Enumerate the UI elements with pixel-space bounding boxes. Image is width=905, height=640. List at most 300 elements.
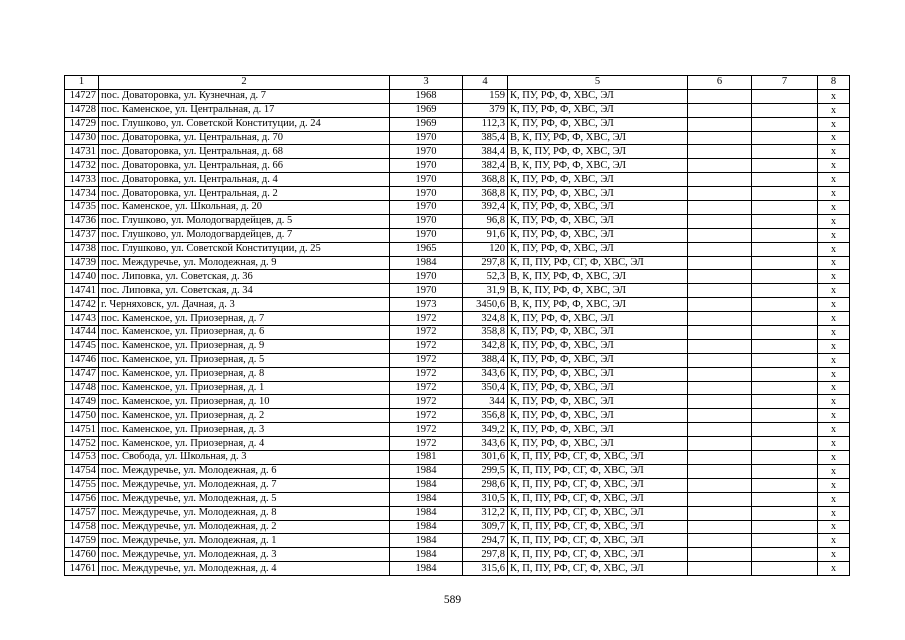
- year-cell: 1984: [390, 506, 463, 520]
- year-cell: 1973: [390, 298, 463, 312]
- record-number-cell: 14746: [65, 353, 99, 367]
- column-7-cell: [752, 326, 818, 340]
- column-6-cell: [688, 312, 752, 326]
- area-cell: 159: [463, 89, 508, 103]
- column-7-cell: [752, 464, 818, 478]
- column-6-cell: [688, 464, 752, 478]
- column-8-mark-cell: x: [818, 298, 850, 312]
- utilities-cell: В, К, ПУ, РФ, Ф, ХВС, ЭЛ: [508, 270, 688, 284]
- area-cell: 298,6: [463, 478, 508, 492]
- column-6-cell: [688, 423, 752, 437]
- year-cell: 1972: [390, 395, 463, 409]
- column-7-cell: [752, 228, 818, 242]
- address-cell: пос. Доваторовка, ул. Центральная, д. 68: [99, 145, 390, 159]
- column-header: 5: [508, 76, 688, 90]
- column-7-cell: [752, 381, 818, 395]
- record-number-cell: 14756: [65, 492, 99, 506]
- record-number-cell: 14754: [65, 464, 99, 478]
- year-cell: 1970: [390, 201, 463, 215]
- record-number-cell: 14735: [65, 201, 99, 215]
- column-6-cell: [688, 381, 752, 395]
- address-cell: пос. Каменское, ул. Приозерная, д. 4: [99, 437, 390, 451]
- record-number-cell: 14761: [65, 562, 99, 576]
- address-cell: пос. Междуречье, ул. Молодежная, д. 6: [99, 464, 390, 478]
- area-cell: 299,5: [463, 464, 508, 478]
- address-cell: г. Черняховск, ул. Дачная, д. 3: [99, 298, 390, 312]
- table-row: [65, 534, 850, 548]
- year-cell: 1984: [390, 478, 463, 492]
- table-row: [65, 89, 850, 103]
- utilities-cell: К, ПУ, РФ, Ф, ХВС, ЭЛ: [508, 201, 688, 215]
- address-cell: пос. Междуречье, ул. Молодежная, д. 1: [99, 534, 390, 548]
- column-header: 1: [65, 76, 99, 90]
- record-number-cell: 14758: [65, 520, 99, 534]
- area-cell: 382,4: [463, 159, 508, 173]
- record-number-cell: 14728: [65, 103, 99, 117]
- column-8-mark-cell: x: [818, 103, 850, 117]
- table-row: [65, 437, 850, 451]
- area-cell: 392,4: [463, 201, 508, 215]
- utilities-cell: К, ПУ, РФ, Ф, ХВС, ЭЛ: [508, 423, 688, 437]
- area-cell: 324,8: [463, 312, 508, 326]
- housing-registry-table: [64, 75, 850, 576]
- column-7-cell: [752, 562, 818, 576]
- utilities-cell: К, П, ПУ, РФ, СГ, Ф, ХВС, ЭЛ: [508, 562, 688, 576]
- record-number-cell: 14743: [65, 312, 99, 326]
- table-row: [65, 270, 850, 284]
- table-row: [65, 478, 850, 492]
- year-cell: 1970: [390, 214, 463, 228]
- address-cell: пос. Глушково, ул. Советской Конституции, д. 24: [99, 117, 390, 131]
- column-8-mark-cell: x: [818, 117, 850, 131]
- record-number-cell: 14741: [65, 284, 99, 298]
- area-cell: 309,7: [463, 520, 508, 534]
- table-row: [65, 173, 850, 187]
- column-8-mark-cell: x: [818, 159, 850, 173]
- column-6-cell: [688, 159, 752, 173]
- year-cell: 1972: [390, 367, 463, 381]
- utilities-cell: К, П, ПУ, РФ, СГ, Ф, ХВС, ЭЛ: [508, 492, 688, 506]
- column-6-cell: [688, 548, 752, 562]
- column-7-cell: [752, 284, 818, 298]
- column-6-cell: [688, 214, 752, 228]
- column-8-mark-cell: x: [818, 201, 850, 215]
- record-number-cell: 14733: [65, 173, 99, 187]
- column-6-cell: [688, 326, 752, 340]
- area-cell: 368,8: [463, 187, 508, 201]
- column-6-cell: [688, 534, 752, 548]
- table-row: [65, 312, 850, 326]
- column-8-mark-cell: x: [818, 339, 850, 353]
- year-cell: 1970: [390, 145, 463, 159]
- area-cell: 342,8: [463, 339, 508, 353]
- utilities-cell: К, ПУ, РФ, Ф, ХВС, ЭЛ: [508, 409, 688, 423]
- table-row: [65, 492, 850, 506]
- address-cell: пос. Доваторовка, ул. Центральная, д. 2: [99, 187, 390, 201]
- column-8-mark-cell: x: [818, 214, 850, 228]
- address-cell: пос. Каменское, ул. Приозерная, д. 7: [99, 312, 390, 326]
- record-number-cell: 14731: [65, 145, 99, 159]
- record-number-cell: 14753: [65, 451, 99, 465]
- utilities-cell: К, П, ПУ, РФ, СГ, Ф, ХВС, ЭЛ: [508, 534, 688, 548]
- utilities-cell: К, ПУ, РФ, Ф, ХВС, ЭЛ: [508, 381, 688, 395]
- address-cell: пос. Междуречье, ул. Молодежная, д. 3: [99, 548, 390, 562]
- column-6-cell: [688, 89, 752, 103]
- utilities-cell: К, ПУ, РФ, Ф, ХВС, ЭЛ: [508, 173, 688, 187]
- year-cell: 1984: [390, 492, 463, 506]
- column-7-cell: [752, 270, 818, 284]
- column-7-cell: [752, 312, 818, 326]
- record-number-cell: 14760: [65, 548, 99, 562]
- column-7-cell: [752, 201, 818, 215]
- column-header: 4: [463, 76, 508, 90]
- year-cell: 1984: [390, 256, 463, 270]
- utilities-cell: К, ПУ, РФ, Ф, ХВС, ЭЛ: [508, 89, 688, 103]
- table-row: [65, 201, 850, 215]
- table-row: [65, 117, 850, 131]
- column-8-mark-cell: x: [818, 381, 850, 395]
- column-header: 3: [390, 76, 463, 90]
- address-cell: пос. Каменское, ул. Школьная, д. 20: [99, 201, 390, 215]
- area-cell: 301,6: [463, 451, 508, 465]
- record-number-cell: 14736: [65, 214, 99, 228]
- address-cell: пос. Доваторовка, ул. Кузнечная, д. 7: [99, 89, 390, 103]
- utilities-cell: К, ПУ, РФ, Ф, ХВС, ЭЛ: [508, 187, 688, 201]
- column-7-cell: [752, 451, 818, 465]
- address-cell: пос. Каменское, ул. Приозерная, д. 3: [99, 423, 390, 437]
- utilities-cell: К, ПУ, РФ, Ф, ХВС, ЭЛ: [508, 367, 688, 381]
- area-cell: 384,4: [463, 145, 508, 159]
- address-cell: пос. Каменское, ул. Приозерная, д. 10: [99, 395, 390, 409]
- record-number-cell: 14752: [65, 437, 99, 451]
- table-row: [65, 131, 850, 145]
- area-cell: 349,2: [463, 423, 508, 437]
- table-row: [65, 423, 850, 437]
- column-8-mark-cell: x: [818, 506, 850, 520]
- year-cell: 1969: [390, 117, 463, 131]
- area-cell: 358,8: [463, 326, 508, 340]
- column-8-mark-cell: x: [818, 353, 850, 367]
- column-6-cell: [688, 187, 752, 201]
- column-8-mark-cell: x: [818, 242, 850, 256]
- table-row: [65, 520, 850, 534]
- utilities-cell: К, ПУ, РФ, Ф, ХВС, ЭЛ: [508, 103, 688, 117]
- column-7-cell: [752, 242, 818, 256]
- column-7-cell: [752, 492, 818, 506]
- column-header: 2: [99, 76, 390, 90]
- address-cell: пос. Каменское, ул. Центральная, д. 17: [99, 103, 390, 117]
- year-cell: 1984: [390, 562, 463, 576]
- table-row: [65, 409, 850, 423]
- table-row: [65, 228, 850, 242]
- address-cell: пос. Свобода, ул. Школьная, д. 3: [99, 451, 390, 465]
- address-cell: пос. Глушково, ул. Советской Конституции, д. 25: [99, 242, 390, 256]
- utilities-cell: В, К, ПУ, РФ, Ф, ХВС, ЭЛ: [508, 159, 688, 173]
- record-number-cell: 14749: [65, 395, 99, 409]
- utilities-cell: К, ПУ, РФ, Ф, ХВС, ЭЛ: [508, 326, 688, 340]
- column-7-cell: [752, 506, 818, 520]
- column-6-cell: [688, 451, 752, 465]
- area-cell: 344: [463, 395, 508, 409]
- area-cell: 385,4: [463, 131, 508, 145]
- table-row: [65, 214, 850, 228]
- address-cell: пос. Междуречье, ул. Молодежная, д. 8: [99, 506, 390, 520]
- column-6-cell: [688, 339, 752, 353]
- address-cell: пос. Глушково, ул. Молодогвардейцев, д. 5: [99, 214, 390, 228]
- year-cell: 1970: [390, 173, 463, 187]
- year-cell: 1984: [390, 520, 463, 534]
- year-cell: 1970: [390, 228, 463, 242]
- column-6-cell: [688, 173, 752, 187]
- column-8-mark-cell: x: [818, 409, 850, 423]
- address-cell: пос. Междуречье, ул. Молодежная, д. 9: [99, 256, 390, 270]
- column-7-cell: [752, 548, 818, 562]
- address-cell: пос. Междуречье, ул. Молодежная, д. 7: [99, 478, 390, 492]
- area-cell: 350,4: [463, 381, 508, 395]
- column-6-cell: [688, 520, 752, 534]
- column-8-mark-cell: x: [818, 270, 850, 284]
- year-cell: 1984: [390, 464, 463, 478]
- column-8-mark-cell: x: [818, 173, 850, 187]
- area-cell: 294,7: [463, 534, 508, 548]
- area-cell: 91,6: [463, 228, 508, 242]
- record-number-cell: 14759: [65, 534, 99, 548]
- column-6-cell: [688, 298, 752, 312]
- column-header: 8: [818, 76, 850, 90]
- year-cell: 1972: [390, 381, 463, 395]
- year-cell: 1972: [390, 312, 463, 326]
- column-6-cell: [688, 117, 752, 131]
- year-cell: 1981: [390, 451, 463, 465]
- utilities-cell: К, ПУ, РФ, Ф, ХВС, ЭЛ: [508, 395, 688, 409]
- table-row: [65, 353, 850, 367]
- utilities-cell: К, ПУ, РФ, Ф, ХВС, ЭЛ: [508, 312, 688, 326]
- address-cell: пос. Каменское, ул. Приозерная, д. 9: [99, 339, 390, 353]
- column-8-mark-cell: x: [818, 312, 850, 326]
- year-cell: 1972: [390, 409, 463, 423]
- area-cell: 310,5: [463, 492, 508, 506]
- area-cell: 343,6: [463, 437, 508, 451]
- table-row: [65, 103, 850, 117]
- utilities-cell: К, ПУ, РФ, Ф, ХВС, ЭЛ: [508, 339, 688, 353]
- column-header: 7: [752, 76, 818, 90]
- column-7-cell: [752, 534, 818, 548]
- record-number-cell: 14727: [65, 89, 99, 103]
- table-row: [65, 339, 850, 353]
- column-7-cell: [752, 298, 818, 312]
- column-7-cell: [752, 437, 818, 451]
- address-cell: пос. Междуречье, ул. Молодежная, д. 5: [99, 492, 390, 506]
- address-cell: пос. Доваторовка, ул. Центральная, д. 70: [99, 131, 390, 145]
- address-cell: пос. Липовка, ул. Советская, д. 34: [99, 284, 390, 298]
- address-cell: пос. Каменское, ул. Приозерная, д. 1: [99, 381, 390, 395]
- column-8-mark-cell: x: [818, 284, 850, 298]
- column-8-mark-cell: x: [818, 367, 850, 381]
- column-7-cell: [752, 103, 818, 117]
- year-cell: 1972: [390, 339, 463, 353]
- column-6-cell: [688, 270, 752, 284]
- year-cell: 1970: [390, 187, 463, 201]
- record-number-cell: 14751: [65, 423, 99, 437]
- column-6-cell: [688, 242, 752, 256]
- table-row: [65, 159, 850, 173]
- table-row: [65, 284, 850, 298]
- column-8-mark-cell: x: [818, 451, 850, 465]
- utilities-cell: В, К, ПУ, РФ, Ф, ХВС, ЭЛ: [508, 131, 688, 145]
- column-8-mark-cell: x: [818, 534, 850, 548]
- column-6-cell: [688, 492, 752, 506]
- table-row: [65, 381, 850, 395]
- table-row: [65, 256, 850, 270]
- column-7-cell: [752, 117, 818, 131]
- column-6-cell: [688, 478, 752, 492]
- column-7-cell: [752, 409, 818, 423]
- year-cell: 1972: [390, 353, 463, 367]
- column-6-cell: [688, 228, 752, 242]
- utilities-cell: К, П, ПУ, РФ, СГ, Ф, ХВС, ЭЛ: [508, 464, 688, 478]
- column-8-mark-cell: x: [818, 256, 850, 270]
- column-8-mark-cell: x: [818, 562, 850, 576]
- column-8-mark-cell: x: [818, 464, 850, 478]
- column-7-cell: [752, 353, 818, 367]
- utilities-cell: К, П, ПУ, РФ, СГ, Ф, ХВС, ЭЛ: [508, 256, 688, 270]
- utilities-cell: К, П, ПУ, РФ, СГ, Ф, ХВС, ЭЛ: [508, 548, 688, 562]
- address-cell: пос. Каменское, ул. Приозерная, д. 6: [99, 326, 390, 340]
- column-8-mark-cell: x: [818, 187, 850, 201]
- address-cell: пос. Междуречье, ул. Молодежная, д. 2: [99, 520, 390, 534]
- area-cell: 315,6: [463, 562, 508, 576]
- table-row: [65, 562, 850, 576]
- column-7-cell: [752, 214, 818, 228]
- address-cell: пос. Каменское, ул. Приозерная, д. 8: [99, 367, 390, 381]
- utilities-cell: К, П, ПУ, РФ, СГ, Ф, ХВС, ЭЛ: [508, 520, 688, 534]
- column-6-cell: [688, 367, 752, 381]
- address-cell: пос. Междуречье, ул. Молодежная, д. 4: [99, 562, 390, 576]
- table-row: [65, 464, 850, 478]
- year-cell: 1970: [390, 131, 463, 145]
- utilities-cell: К, П, ПУ, РФ, СГ, Ф, ХВС, ЭЛ: [508, 451, 688, 465]
- record-number-cell: 14745: [65, 339, 99, 353]
- record-number-cell: 14732: [65, 159, 99, 173]
- column-7-cell: [752, 395, 818, 409]
- year-cell: 1965: [390, 242, 463, 256]
- column-8-mark-cell: x: [818, 395, 850, 409]
- utilities-cell: В, К, ПУ, РФ, Ф, ХВС, ЭЛ: [508, 298, 688, 312]
- record-number-cell: 14744: [65, 326, 99, 340]
- year-cell: 1970: [390, 159, 463, 173]
- utilities-cell: К, ПУ, РФ, Ф, ХВС, ЭЛ: [508, 214, 688, 228]
- column-8-mark-cell: x: [818, 145, 850, 159]
- utilities-cell: К, ПУ, РФ, Ф, ХВС, ЭЛ: [508, 228, 688, 242]
- year-cell: 1972: [390, 437, 463, 451]
- column-6-cell: [688, 437, 752, 451]
- column-8-mark-cell: x: [818, 131, 850, 145]
- column-6-cell: [688, 353, 752, 367]
- column-7-cell: [752, 520, 818, 534]
- column-6-cell: [688, 395, 752, 409]
- year-cell: 1972: [390, 423, 463, 437]
- year-cell: 1970: [390, 270, 463, 284]
- column-6-cell: [688, 145, 752, 159]
- column-7-cell: [752, 89, 818, 103]
- column-header: 6: [688, 76, 752, 90]
- area-cell: 297,8: [463, 548, 508, 562]
- page-number: 589: [443, 594, 462, 606]
- utilities-cell: К, П, ПУ, РФ, СГ, Ф, ХВС, ЭЛ: [508, 506, 688, 520]
- area-cell: 96,8: [463, 214, 508, 228]
- area-cell: 3450,6: [463, 298, 508, 312]
- table-row: [65, 367, 850, 381]
- column-8-mark-cell: x: [818, 423, 850, 437]
- column-8-mark-cell: x: [818, 520, 850, 534]
- utilities-cell: К, ПУ, РФ, Ф, ХВС, ЭЛ: [508, 117, 688, 131]
- address-cell: пос. Доваторовка, ул. Центральная, д. 4: [99, 173, 390, 187]
- table-row: [65, 326, 850, 340]
- record-number-cell: 14730: [65, 131, 99, 145]
- column-7-cell: [752, 256, 818, 270]
- column-8-mark-cell: x: [818, 228, 850, 242]
- record-number-cell: 14747: [65, 367, 99, 381]
- year-cell: 1969: [390, 103, 463, 117]
- column-7-cell: [752, 339, 818, 353]
- record-number-cell: 14737: [65, 228, 99, 242]
- area-cell: 388,4: [463, 353, 508, 367]
- year-cell: 1984: [390, 534, 463, 548]
- column-6-cell: [688, 131, 752, 145]
- record-number-cell: 14739: [65, 256, 99, 270]
- column-7-cell: [752, 478, 818, 492]
- year-cell: 1968: [390, 89, 463, 103]
- area-cell: 312,2: [463, 506, 508, 520]
- utilities-cell: К, П, ПУ, РФ, СГ, Ф, ХВС, ЭЛ: [508, 478, 688, 492]
- utilities-cell: В, К, ПУ, РФ, Ф, ХВС, ЭЛ: [508, 284, 688, 298]
- column-6-cell: [688, 284, 752, 298]
- area-cell: 297,8: [463, 256, 508, 270]
- address-cell: пос. Доваторовка, ул. Центральная, д. 66: [99, 159, 390, 173]
- record-number-cell: 14740: [65, 270, 99, 284]
- table-row: [65, 395, 850, 409]
- area-cell: 52,3: [463, 270, 508, 284]
- utilities-cell: К, ПУ, РФ, Ф, ХВС, ЭЛ: [508, 242, 688, 256]
- column-7-cell: [752, 187, 818, 201]
- column-6-cell: [688, 409, 752, 423]
- column-8-mark-cell: x: [818, 89, 850, 103]
- column-7-cell: [752, 423, 818, 437]
- column-6-cell: [688, 201, 752, 215]
- table-row: [65, 451, 850, 465]
- record-number-cell: 14748: [65, 381, 99, 395]
- column-8-mark-cell: x: [818, 492, 850, 506]
- column-6-cell: [688, 103, 752, 117]
- column-6-cell: [688, 506, 752, 520]
- table-row: [65, 298, 850, 312]
- area-cell: 356,8: [463, 409, 508, 423]
- column-6-cell: [688, 256, 752, 270]
- area-cell: 368,8: [463, 173, 508, 187]
- table-row: [65, 187, 850, 201]
- utilities-cell: В, К, ПУ, РФ, Ф, ХВС, ЭЛ: [508, 145, 688, 159]
- column-6-cell: [688, 562, 752, 576]
- area-cell: 112,3: [463, 117, 508, 131]
- header-row: [65, 76, 850, 90]
- column-8-mark-cell: x: [818, 548, 850, 562]
- record-number-cell: 14734: [65, 187, 99, 201]
- column-7-cell: [752, 173, 818, 187]
- address-cell: пос. Каменское, ул. Приозерная, д. 2: [99, 409, 390, 423]
- area-cell: 120: [463, 242, 508, 256]
- utilities-cell: К, ПУ, РФ, Ф, ХВС, ЭЛ: [508, 353, 688, 367]
- table-row: [65, 145, 850, 159]
